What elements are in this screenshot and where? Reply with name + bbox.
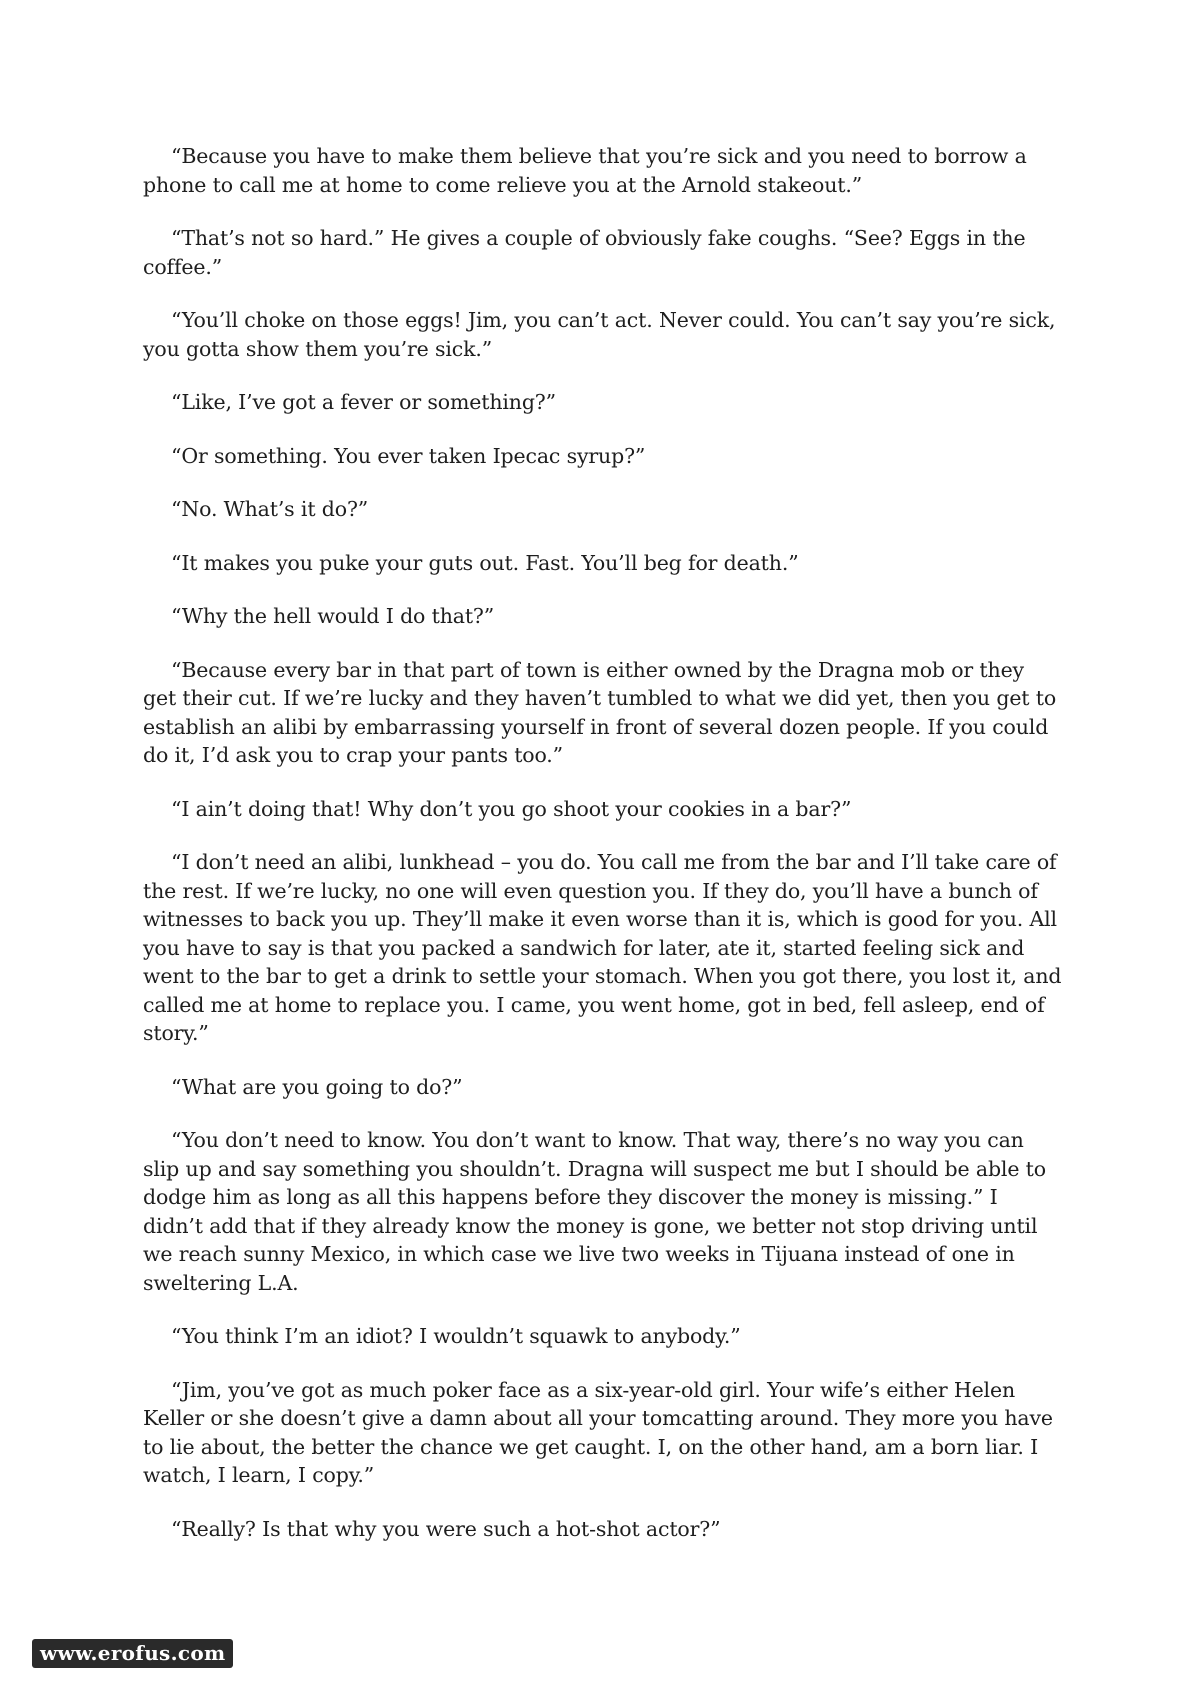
paragraph-11: “I don’t need an alibi, lunkhead – you do. You call me from the bar and I’ll take care of the rest. If we’re lucky, no one will even question you. If they do, you’ll have a bunch of witnesses to back you up. They’ll make it even worse than it is, which is good for you. All you have to say is that you packed a sandwich for later, ate it, started feeling sick and went to the bar to get a drink to settle your stomach. When you got there, you lost it, and called me at home to replace you. I came, you went home, got in bed, fell asleep, end of story.”	[143, 850, 1062, 1045]
paragraph-16: “Really? Is that why you were such a hot-shot actor?”	[171, 1516, 721, 1541]
page-text-body	[143, 142, 1063, 1568]
paragraph-8: “Why the hell would I do that?”	[171, 604, 495, 628]
paragraph-4: “Like, I’ve got a fever or something?”	[171, 390, 556, 414]
paragraph-3: “You’ll choke on those eggs! Jim, you can’t act. Never could. You can’t say you’re sick, you gotta show them you’re sick.”	[143, 308, 1056, 361]
paragraph-10: “I ain’t doing that! Why don’t you go shoot your cookies in a bar?”	[171, 796, 852, 821]
paragraph-14: “You think I’m an idiot? I wouldn’t squawk to anybody.”	[171, 1324, 741, 1348]
paragraph-5: “Or something. You ever taken Ipecac syrup?”	[171, 443, 646, 468]
paragraph-9: “Because every bar in that part of town is either owned by the Dragna mob or they get their cut. If we’re lucky and they haven’t tumbled to what we did yet, then you get to establish an alibi by embarrassing yourself in front of several dozen people. If you could do it, I’d ask you to crap your pants too.”	[143, 657, 1057, 767]
site-watermark: www.erofus.com	[32, 1639, 233, 1668]
paragraph-7: “It makes you puke your guts out. Fast. You’ll beg for death.”	[171, 550, 799, 575]
paragraph-12: “What are you going to do?”	[171, 1074, 463, 1099]
paragraph-13: “You don’t need to know. You don’t want to know. That way, there’s no way you can slip up and say something you shouldn’t. Dragna will suspect me but I should be able to dodge him as long as all this happens before they discover the money is missing.” I didn’t add that if they already know the money is gone, we better not stop driving until we reach sunny Mexico, in which case we live two weeks in Tijuana instead of one in sweltering L.A.	[143, 1128, 1046, 1295]
paragraph-1: “Because you have to make them believe that you’re sick and you need to borrow a phone to call me at home to come relieve you at the Arnold stakeout.”	[143, 144, 1027, 197]
paragraph-2: “That’s not so hard.” He gives a couple of obviously fake coughs. “See? Eggs in the coffee.”	[143, 226, 1026, 279]
paragraph-6: “No. What’s it do?”	[171, 497, 369, 521]
paragraph-15: “Jim, you’ve got as much poker face as a six-year-old girl. Your wife’s either Helen Keller or she doesn’t give a damn about all your tomcatting around. They more you have to lie about, the better the chance we get caught. I, on the other hand, am a born liar. I watch, I learn, I copy.”	[143, 1377, 1053, 1487]
